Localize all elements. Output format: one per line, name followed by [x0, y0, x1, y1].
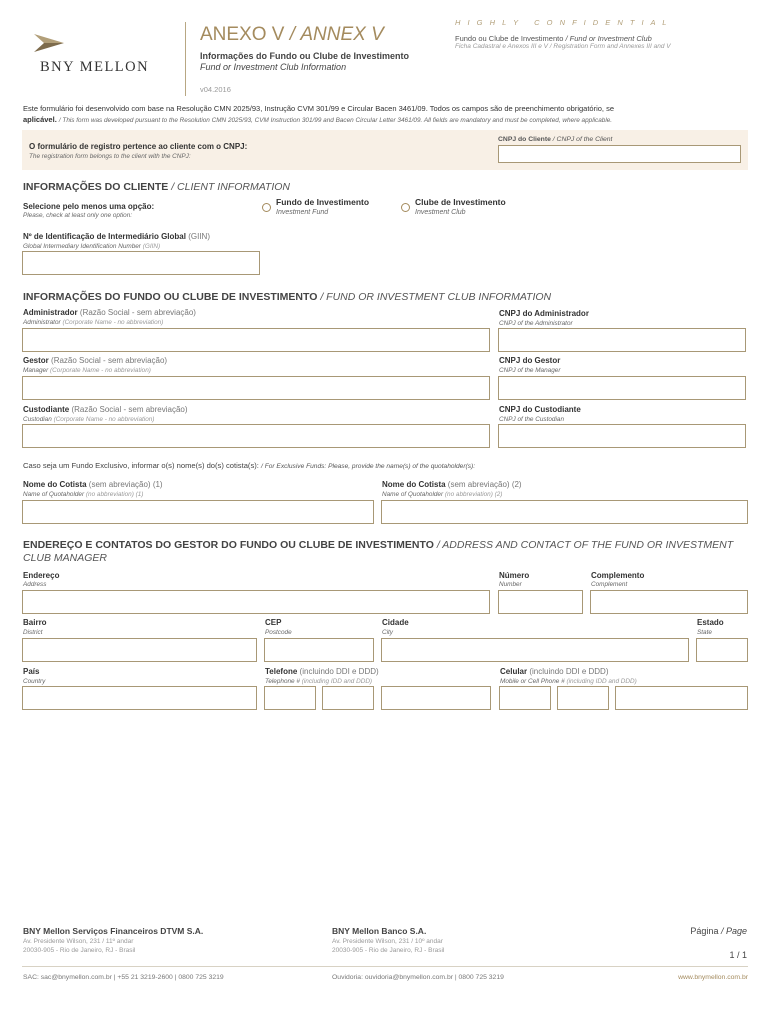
footer-sac: SAC: sac@bnymellon.com.br | +55 21 3219-2600 | 0800 725 3219 — [23, 974, 224, 981]
exclusive-fund-note — [23, 461, 475, 470]
exclusive-fund-note-en: / For Exclusive Funds: Please, provide the name(s) of the quotaholder(s): — [261, 463, 476, 470]
mobile-label-en-paren: (including IDD and DDD) — [566, 678, 637, 685]
investment-club-radio[interactable] — [401, 203, 410, 212]
client-info-title-pt: INFORMAÇÕES DO CLIENTE — [23, 181, 169, 193]
page-number: 1 / 1 — [729, 950, 747, 960]
quotaholder2-label-en — [382, 491, 502, 498]
footer-company2-name: BNY Mellon Banco S.A. — [332, 926, 427, 936]
mobile-number-input[interactable] — [615, 686, 748, 710]
admin-label — [23, 308, 196, 317]
admin-label-en — [23, 319, 163, 326]
giin-label — [23, 232, 210, 241]
address-title-pt: ENDEREÇO E CONTATOS DO GESTOR DO FUNDO OU CLUBE DE INVESTIMENTO — [23, 539, 434, 551]
quotaholder1-label-en-main: Name of Quotaholder — [23, 491, 85, 498]
giin-input[interactable] — [22, 251, 260, 275]
phone-label-en-paren: (including IDD and DDD) — [301, 678, 373, 685]
state-label: Estado — [697, 618, 724, 627]
custodian-label-en — [23, 416, 154, 423]
complement-input[interactable] — [590, 590, 748, 614]
quotaholder1-label-pt-paren: (sem abreviação) (1) — [88, 480, 163, 489]
country-label-en: Country — [23, 678, 46, 685]
annex-title — [200, 24, 384, 46]
address-title-en2: CLUB MANAGER — [23, 552, 108, 564]
logo — [30, 32, 160, 76]
manager-label-pt-paren: (Razão Social - sem abreviação) — [51, 356, 168, 365]
district-input[interactable] — [22, 638, 257, 662]
quotaholder2-label — [382, 480, 522, 489]
number-input[interactable] — [498, 590, 583, 614]
client-info-title — [23, 181, 290, 193]
phone-label-pt: Telefone — [265, 667, 298, 676]
cnpj-band-label-en: The registration form belongs to the client with the CNPJ: — [29, 153, 191, 160]
custodian-label-en-paren: (Corporate Name - no abbreviation) — [53, 416, 155, 423]
giin-label-en-paren: (GIIN) — [142, 243, 161, 250]
quotaholder2-input[interactable] — [381, 500, 748, 524]
investment-fund-label: Fundo de Investimento — [276, 197, 370, 207]
custodian-label — [23, 405, 188, 414]
client-info-title-en: / CLIENT INFORMATION — [171, 181, 290, 193]
footer-company1-addr1: Av. Presidente Wilson, 231 / 11º andar — [23, 938, 134, 945]
manager-cnpj-input[interactable] — [498, 376, 746, 400]
header-divider — [185, 22, 186, 96]
select-option-label-en: Please, check at least only one option: — [23, 212, 133, 219]
address-title — [23, 539, 751, 565]
investment-club-label: Clube de Investimento — [415, 197, 506, 207]
footer-company1-address — [23, 937, 135, 955]
footer-company1-addr2: 20030-905 - Rio de Janeiro, RJ - Brasil — [23, 947, 136, 954]
state-input[interactable] — [696, 638, 748, 662]
quotaholder2-label-pt: Nome do Cotista — [382, 480, 446, 489]
phone-label-pt-paren: (incluindo DDI e DDD) — [299, 667, 379, 676]
manager-cnpj-label-en: CNPJ of the Manager — [499, 367, 561, 374]
phone-idd-input[interactable] — [264, 686, 316, 710]
custodian-label-pt-paren: (Razão Social - sem abreviação) — [71, 405, 188, 414]
mobile-label-en — [500, 678, 637, 685]
street-input[interactable] — [22, 590, 490, 614]
footer-ouvidoria: Ouvidoria: ouvidoria@bnymellon.com.br | 0800 725 3219 — [332, 974, 504, 981]
phone-ddd-input[interactable] — [322, 686, 374, 710]
street-label: Endereço — [23, 571, 60, 580]
investment-club-label-en: Investment Club — [415, 209, 466, 216]
annex-title-pt: ANEXO V — [200, 24, 285, 45]
header-right-en: / Fund or Investment Club — [565, 34, 652, 43]
quotaholder1-label-en-paren: (no abbreviation) (1) — [85, 491, 144, 498]
footer-company2-address — [332, 937, 444, 955]
giin-label-en-main: Global Intermediary Identification Number — [23, 243, 141, 250]
footer-company2-addr1: Av. Presidente Wilson, 231 / 10º andar — [332, 938, 443, 945]
logo-text: BNY MELLON — [40, 59, 150, 75]
client-cnpj-label — [498, 136, 612, 143]
mobile-label — [500, 667, 609, 676]
mobile-ddd-input[interactable] — [557, 686, 609, 710]
giin-label-en — [23, 243, 160, 250]
page-label — [670, 926, 747, 936]
client-cnpj-input[interactable] — [498, 145, 741, 163]
manager-name-input[interactable] — [22, 376, 490, 400]
fund-info-title-pt: INFORMAÇÕES DO FUNDO OU CLUBE DE INVESTIMENTO — [23, 291, 318, 303]
quotaholder1-label-en — [23, 491, 143, 498]
quotaholder1-label-pt: Nome do Cotista — [23, 480, 87, 489]
intro-en: / This form was developed pursuant to the Resolution CMN 2025/93, CVM Instruction 301/99 and Bacen Circular Letter 3461/09. All fields are mandatory and must be completed, where applicable. — [58, 117, 613, 124]
cnpj-band — [22, 130, 748, 170]
city-label: Cidade — [382, 618, 409, 627]
admin-label-pt: Administrador — [23, 308, 78, 317]
version: v04.2016 — [200, 85, 231, 94]
mobile-label-en-main: Mobile or Cell Phone # — [500, 678, 565, 685]
city-label-en: City — [382, 629, 394, 636]
phone-label-en — [265, 678, 372, 685]
page-label-pt: Página — [690, 926, 719, 936]
quotaholder2-label-pt-paren: (sem abreviação) (2) — [447, 480, 522, 489]
quotaholder2-label-en-paren: (no abbreviation) (2) — [444, 491, 503, 498]
intro-text — [23, 103, 753, 126]
cnpj-band-label-pt: O formulário de registro pertence ao cliente com o CNPJ: — [29, 142, 248, 151]
admin-label-en-paren: (Corporate Name - no abbreviation) — [62, 319, 164, 326]
manager-label — [23, 356, 167, 365]
admin-cnpj-label: CNPJ do Administrador — [499, 309, 589, 318]
admin-cnpj-label-en: CNPJ of the Administrator — [499, 320, 573, 327]
footer-website-link[interactable]: www.bnymellon.com.br — [678, 974, 748, 981]
complement-label-en: Complement — [591, 581, 628, 588]
manager-cnpj-label: CNPJ do Gestor — [499, 356, 561, 365]
confidential-label: H I G H L Y C O N F I D E N T I A L — [455, 18, 669, 27]
mobile-label-pt-paren: (incluindo DDI e DDD) — [529, 667, 609, 676]
street-label-en: Address — [23, 581, 47, 588]
district-label-en: District — [23, 629, 43, 636]
district-label: Bairro — [23, 618, 47, 627]
phone-label-en-main: Telephone # — [265, 678, 300, 685]
client-cnpj-label-en: / CNPJ of the Client — [552, 136, 613, 143]
manager-label-pt: Gestor — [23, 356, 49, 365]
address-title-en: / ADDRESS AND CONTACT OF THE FUND OR INVESTMENT — [436, 539, 734, 551]
custodian-label-en-main: Custodian — [23, 416, 52, 423]
fund-info-title — [23, 291, 551, 303]
quotaholder1-input[interactable] — [22, 500, 374, 524]
header-right-line2: Ficha Cadastral e Anexos III e V / Registration Form and Annexes III and V — [455, 43, 671, 50]
admin-name-input[interactable] — [22, 328, 490, 352]
custodian-label-pt: Custodiante — [23, 405, 70, 414]
state-label-en: State — [697, 629, 712, 636]
country-label: País — [23, 667, 40, 676]
country-input[interactable] — [22, 686, 257, 710]
mobile-idd-input[interactable] — [499, 686, 551, 710]
annex-title-sep: / — [289, 24, 296, 45]
quotaholder1-label — [23, 480, 163, 489]
subtitle-pt: Informações do Fundo ou Clube de Investimento — [200, 51, 410, 61]
header-right-pt: Fundo ou Clube de Investimento — [455, 34, 564, 43]
mobile-label-pt: Celular — [500, 667, 528, 676]
cep-label-en: Postcode — [265, 629, 292, 636]
giin-label-pt: Nº de Identificação de Intermediário Global — [23, 232, 186, 241]
custodian-cnpj-input[interactable] — [498, 424, 746, 448]
custodian-cnpj-label-en: CNPJ of the Custodian — [499, 416, 565, 423]
admin-cnpj-input[interactable] — [498, 328, 746, 352]
footer-divider — [22, 966, 748, 967]
phone-label — [265, 667, 379, 676]
admin-label-en-main: Administrator — [23, 319, 61, 326]
quotaholder2-label-en-main: Name of Quotaholder — [382, 491, 444, 498]
intro-pt: Este formulário foi desenvolvido com base na Resolução CMN 2025/93, Instrução CVM 301/99 e Circular Bacen 3461/09. Todos os campos são de preenchimento obrigatório, se — [23, 104, 615, 113]
custodian-cnpj-label: CNPJ do Custodiante — [499, 405, 581, 414]
intro-pt2: aplicável. — [23, 115, 57, 124]
manager-label-en-paren: (Corporate Name - no abbreviation) — [50, 367, 151, 374]
header-right-line1 — [455, 34, 652, 43]
page-label-en: / Page — [720, 926, 747, 936]
annex-title-en: ANNEX V — [300, 24, 384, 45]
number-label-en: Number — [499, 581, 522, 588]
admin-label-pt-paren: (Razão Social - sem abreviação) — [79, 308, 196, 317]
footer-company2-addr2: 20030-905 - Rio de Janeiro, RJ - Brasil — [332, 947, 445, 954]
manager-label-en-main: Manager — [23, 367, 49, 374]
giin-label-pt-paren: (GIIN) — [188, 232, 210, 241]
fund-info-title-en: / FUND OR INVESTMENT CLUB INFORMATION — [320, 291, 552, 303]
subtitle-en: Fund or Investment Club Information — [200, 62, 347, 72]
cep-input[interactable] — [264, 638, 374, 662]
cep-label: CEP — [265, 618, 282, 627]
custodian-name-input[interactable] — [22, 424, 490, 448]
city-input[interactable] — [381, 638, 689, 662]
bny-mellon-logo-icon — [32, 32, 66, 54]
footer-company1-name: BNY Mellon Serviços Financeiros DTVM S.A. — [23, 926, 204, 936]
investment-fund-radio[interactable] — [262, 203, 271, 212]
exclusive-fund-note-pt: Caso seja um Fundo Exclusivo, informar o(s) nome(s) do(s) cotista(s): — [23, 461, 259, 470]
number-label: Número — [499, 571, 530, 580]
client-cnpj-label-pt: CNPJ do Cliente — [498, 136, 551, 143]
phone-number-input[interactable] — [381, 686, 491, 710]
complement-label: Complemento — [591, 571, 645, 580]
select-option-label: Selecione pelo menos uma opção: — [23, 202, 155, 211]
manager-label-en — [23, 367, 151, 374]
investment-fund-label-en: Investment Fund — [276, 209, 329, 216]
